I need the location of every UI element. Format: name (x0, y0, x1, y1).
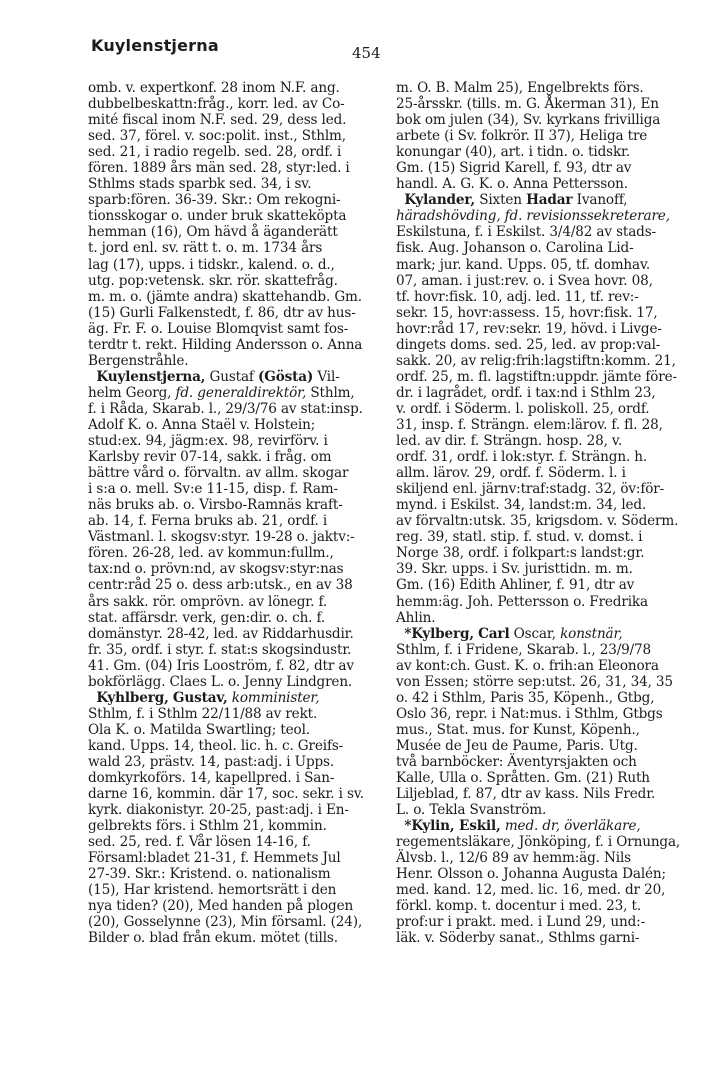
entry-name: Kylander, (404, 192, 476, 209)
text-line: t. jord enl. sv. rätt t. o. m. 1734 års (88, 240, 323, 257)
text-line: Västmanl. l. skogsv:styr. 19-28 o. jaktv:- (88, 529, 355, 546)
page-number: 454 (352, 44, 381, 62)
text-line: centr:råd 25 o. dess arb:utsk., en av 38 (88, 577, 353, 594)
text-line: av kont:ch. Gust. K. o. frih:an Eleonora (396, 657, 659, 674)
text-line (88, 385, 382, 401)
text-line: Ola K. o. Matilda Swartling; teol. (88, 721, 310, 738)
entry-title: konstnär, (560, 625, 623, 642)
text-line: Älvsb. l., 12/6 89 av hemm:äg. Nils (396, 850, 631, 867)
text-line: kand. Upps. 14, theol. lic. h. c. Greifs- (88, 737, 344, 754)
entry-name-rest: Oscar, (513, 625, 556, 642)
text-line (396, 208, 691, 224)
text-line: mus., Stat. mus. for Kunst, Köpenh., (396, 721, 640, 738)
text-line: tax:nd o. prövn:nd, av skogsv:styr:nas (88, 561, 344, 578)
text-line: lag (17), upps. i tidskr., kalend. o. d., (88, 256, 335, 273)
text-line: sed. 21, i radio regelb. sed. 28, ordf. i (88, 144, 342, 161)
text-line: Sthlm, f. i Sthlm 22/11/88 av rekt. (88, 705, 318, 722)
text-line: dubbelbeskattn:fråg., korr. led. av Co- (88, 96, 345, 113)
entry-place: Sthlm, (310, 384, 355, 401)
text-line: fören. 1889 års män sed. 28, styr:led. i (88, 160, 350, 177)
entry-headline (396, 818, 691, 834)
star-marker: * (404, 625, 412, 642)
entry-given-name: Gustav, (172, 689, 228, 706)
text-line: Kalle, Ulla o. Språtten. Gm. (21) Ruth (396, 770, 650, 787)
text-line: bokförlägg. Claes L. o. Jenny Lindgren. (88, 673, 353, 690)
entry-headline (88, 369, 382, 385)
text-line: dingets doms. sed. 25, led. av prop:val- (396, 336, 661, 353)
text-line: Adolf K. o. Anna Staël v. Holstein; (88, 416, 316, 433)
entry-name-rest: Vil- (317, 368, 340, 385)
entry-called-name: Hadar (526, 192, 573, 209)
entry-name: Kuylenstjerna, (96, 368, 206, 385)
entry-given-name: Sixten (479, 192, 522, 209)
text-line: 39. Skr. upps. i Sv. juristtidn. m. m. (396, 561, 633, 578)
text-line: hemman (16), Om hävd å äganderätt (88, 224, 338, 241)
text-line: fisk. Aug. Johanson o. Carolina Lid- (396, 240, 634, 257)
text-line: v. ordf. i Söderm. l. poliskoll. 25, ordf. (396, 400, 650, 417)
text-line: prof:ur i prakt. med. i Lund 29, und:- (396, 914, 646, 931)
text-line: kyrk. diakonistyr. 20-25, past:adj. i En- (88, 802, 349, 819)
entry-name: Kyhlberg, (96, 689, 169, 706)
text-line: fören. 26-28, led. av kommun:fullm., (88, 545, 334, 562)
text-line: (20), Gosselynne (23), Min församl. (24), (88, 914, 363, 931)
text-line: sed. 25, red. f. Vår lösen 14-16, f. (88, 834, 311, 851)
text-line: mynd. i Eskilst. 34, landst:m. 34, led. (396, 497, 647, 514)
text-line: bok om julen (34), Sv. kyrkans frivilliga (396, 112, 661, 129)
text-line: bättre vård o. förvaltn. av allm. skogar (88, 465, 349, 482)
text-line: m. m. o. (jämte andra) skattehandb. Gm. (88, 288, 362, 305)
entry-given-name: Gustaf (209, 368, 254, 385)
text-line: 27-39. Skr.: Kristend. o. nationalism (88, 866, 331, 883)
entry-title: häradshövding, fd. revisionssekreterare, (396, 208, 670, 225)
text-line: 25-årsskr. (tills. m. G. Åkerman 31), En (396, 96, 659, 113)
text-line: mité fiscal inom N.F. sed. 29, dess led. (88, 112, 347, 129)
text-line: Bilder o. blad från ekum. mötet (tills. (88, 930, 338, 947)
text-line: handl. A. G. K. o. Anna Pettersson. (396, 176, 628, 193)
text-line: tionsskogar o. under bruk skatteköpta (88, 208, 347, 225)
entry-name: Kylberg, (411, 625, 474, 642)
text-line: ab. 14, f. Ferna bruks ab. 21, ordf. i (88, 513, 328, 530)
text-line: Liljeblad, f. 87, dtr av kass. Nils Fredr. (396, 786, 656, 803)
text-line: Sthlms stads sparbk sed. 34, i sv. (88, 176, 312, 193)
text-line: darne 16, kommin. där 17, soc. sekr. i sv. (88, 786, 364, 803)
text-line: sakk. 20, av relig:frih:lagstiftn:komm. 21, (396, 352, 676, 369)
text-line: sekr. 15, hovr:assess. 15, hovr:fisk. 17, (396, 304, 658, 321)
entry-name: Kylin, Eskil, (411, 818, 501, 835)
text-line: allm. lärov. 29, ordf. f. Söderm. l. i (396, 465, 626, 482)
text-line: sparb:fören. 36-39. Skr.: Om rekogni- (88, 192, 341, 209)
text-line: läk. v. Söderby sanat., Sthlms garni- (396, 930, 640, 947)
entry-title: fd. generaldirektör, (175, 384, 307, 401)
text-line: f. i Råda, Skarab. l., 29/3/76 av stat:insp. (88, 400, 363, 417)
text-line: mark; jur. kand. Upps. 05, tf. domhav. (396, 256, 651, 273)
text-line: Ahlin. (396, 609, 436, 626)
text-line: skiljend enl. järnv:traf:stadg. 32, öv:för- (396, 481, 665, 498)
text-line: hovr:råd 17, rev:sekr. 19, hövd. i Livge- (396, 320, 662, 337)
text-line: nya tiden? (20), Med handen på plogen (88, 898, 354, 915)
text-line: i s:a o. mell. Sv:e 11-15, disp. f. Ram- (88, 481, 338, 498)
text-line: terdtr t. rekt. Hilding Andersson o. Anna (88, 336, 363, 353)
text-line: (15) Gurli Falkenstedt, f. 86, dtr av hus- (88, 304, 356, 321)
text-line: von Essen; större sep:utst. 26, 31, 34, 35 (396, 673, 673, 690)
entry-kyhlberg (88, 690, 382, 947)
text-line: 07, aman. i just:rev. o. i Svea hovr. 08, (396, 272, 653, 289)
text-line: m. O. B. Malm 25), Engelbrekts förs. (396, 80, 644, 96)
text-line: näs bruks ab. o. Virsbo-Ramnäs kraft- (88, 497, 343, 514)
text-line: (15), Har kristend. hemortsrätt i den (88, 882, 337, 899)
text-line: ordf. 25, m. fl. lagstiftn:uppdr. jämte före- (396, 368, 677, 385)
text-line: förkl. komp. t. docentur i med. 23, t. (396, 898, 642, 915)
text-line: konungar (40), art. i tidn. o. tidskr. (396, 144, 631, 161)
text-line: L. o. Tekla Svanström. (396, 802, 547, 819)
entry-headline (396, 626, 691, 642)
text-line: Norge 38, ordf. i folkpart:s landst:gr. (396, 545, 645, 562)
running-head: Kuylenstjerna (91, 36, 219, 55)
text-line: två barnböcker: Äventyrsjakten och (396, 753, 637, 770)
star-marker: * (404, 818, 412, 835)
text-line: omb. v. expertkonf. 28 inom N.F. ang. (88, 80, 340, 96)
text-line: ordf. 31, ordf. i lok:styr. f. Strängn. h. (396, 449, 648, 466)
text-line: tf. hovr:fisk. 10, adj. led. 11, tf. rev:- (396, 288, 639, 305)
continued-entry (396, 80, 691, 192)
text-line: Eskilstuna, f. i Eskilst. 3/4/82 av stads- (396, 224, 656, 241)
entry-kylin (396, 818, 691, 946)
text-line: sed. 37, förel. v. soc:polit. inst., Sthlm, (88, 128, 346, 145)
continued-entry (88, 80, 382, 369)
text-line: Församl:bladet 21-31, f. Hemmets Jul (88, 850, 341, 867)
text-line: Oslo 36, repr. i Nat:mus. i Sthlm, Gtbgs (396, 705, 663, 722)
text-line: Musée de Jeu de Paume, Paris. Utg. (396, 737, 638, 754)
text-line: wald 23, prästv. 14, past:adj. i Upps. (88, 753, 335, 770)
text-line: Henr. Olsson o. Johanna Augusta Dalén; (396, 866, 666, 883)
text-line: års sakk. rör. omprövn. av lönegr. f. (88, 593, 328, 610)
entry-called-name: (Gösta) (257, 368, 314, 385)
text-line: äg. Fr. F. o. Louise Blomqvist samt fos- (88, 320, 349, 337)
text-line: reg. 39, statl. stip. f. stud. v. domst. i (396, 529, 643, 546)
text-line: fr. 35, ordf. i styr. f. stat:s skogsindustr. (88, 641, 352, 658)
entry-kylander (396, 192, 691, 625)
text-line: regementsläkare, Jönköping, f. i Ornunga, (396, 834, 681, 851)
right-column (396, 80, 691, 947)
entry-headline (88, 690, 382, 706)
entry-name-rest: helm Georg, (88, 384, 172, 401)
text-line: gelbrekts förs. i Sthlm 21, kommin. (88, 818, 327, 835)
entry-title: komminister, (231, 689, 320, 706)
text-line: Karlsby revir 07-14, sakk. i fråg. om (88, 449, 332, 466)
text-line: 41. Gm. (04) Iris Looström, f. 82, dtr av (88, 657, 354, 674)
text-line: Gm. (15) Sigrid Karell, f. 93, dtr av (396, 160, 632, 177)
text-line: Gm. (16) Edith Ahliner, f. 91, dtr av (396, 577, 635, 594)
text-line: arbete (i Sv. folkrör. II 37), Heliga tre (396, 128, 648, 145)
text-line: led. av dir. f. Strängn. hosp. 28, v. (396, 433, 622, 450)
text-line: 31, insp. f. Strängn. elem:lärov. f. fl. 28, (396, 416, 663, 433)
text-line: o. 42 i Sthlm, Paris 35, Köpenh., Gtbg, (396, 689, 655, 706)
entry-kuylenstjerna (88, 369, 382, 690)
text-line: domkyrkoförs. 14, kapellpred. i San- (88, 770, 335, 787)
text-line: Bergenstråhle. (88, 352, 189, 369)
text-line: dr. i lagrådet, ordf. i tax:nd i Sthlm 23, (396, 384, 656, 401)
text-line: utg. pop:vetensk. skr. rör. skattefråg. (88, 272, 338, 289)
entry-headline (396, 192, 691, 208)
entry-title: med. dr, överläkare, (504, 818, 641, 835)
text-line: stat. affärsdr. verk, gen:dir. o. ch. f. (88, 609, 326, 626)
left-column (88, 80, 382, 947)
text-line: av förvaltn:utsk. 35, krigsdom. v. Söderm. (396, 513, 679, 530)
text-line: stud:ex. 94, jägm:ex. 98, revirförv. i (88, 433, 328, 450)
text-line: Sthlm, f. i Fridene, Skarab. l., 23/9/78 (396, 641, 652, 658)
entry-name-rest: Ivanoff, (576, 192, 628, 209)
entry-kylberg (396, 626, 691, 819)
text-line: hemm:äg. Joh. Pettersson o. Fredrika (396, 593, 648, 610)
entry-given-name: Carl (478, 625, 510, 642)
page-header (0, 36, 712, 64)
text-line: domänstyr. 28-42, led. av Riddarhusdir. (88, 625, 354, 642)
text-line: med. kand. 12, med. lic. 16, med. dr 20, (396, 882, 666, 899)
